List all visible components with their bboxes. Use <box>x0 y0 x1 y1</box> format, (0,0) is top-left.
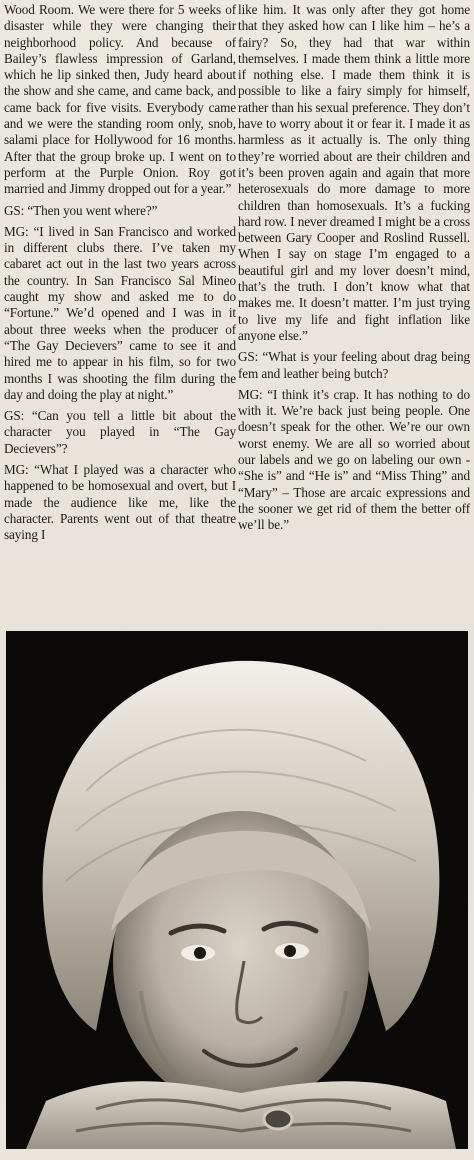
left-paragraph-3: MG: “I lived in San Francisco and worked in different clubs there. I’ve taken my cabaret act out in the last two years across the country. In San Francisco Sal Mineo caught my show and asked me to do “Fortune.” We’d opened and I was in it about three weeks when the producer of “The Gay Decievers” came to see it and hired me to appear in his film, so for two months I was shooting the film during the day and doing the play at night.” <box>4 223 236 402</box>
left-paragraph-2: GS: “Then you went where?” <box>4 202 158 218</box>
right-paragraph-2: GS: “What is your feeling about drag being fem and leather being butch? <box>238 349 470 381</box>
portrait-photo <box>6 631 468 1149</box>
left-paragraph-1: Wood Room. We were there for 5 weeks of disaster while they were changing their neighborhood policy. And because of Bailey’s flawless impression of Garland, which he lip sinked then, Judy heard about the show and she came, and came back, and came back for five visits. Everybody came and we were the standing room only, snob, salami place for Hollywood for 16 months. After that the group broke up. I went on to perform at the Purple Onion. Roy got married and Jimmy dropped out for a year.” <box>4 2 236 197</box>
right-paragraph-1: like him. It was only after they got home that they asked how can I like him – he’s a fairy? So, they had that war within themselves. I made them think a little more if nothing else. I made them think it is possible to like a fairy simply for himself, rather than his sexual preference. They don’t have to worry about it or fear it. I made it as harmless as it actually is. The only thing they’re worried about are their children and it’s been proven again and again that more heterosexuals do more damage to more children than homosexuals. It’s a fucking hard row. I never dreamed I might be a cross between Gary Cooper and Roslind Russell. When I say on stage I’m engaged to a beautiful girl and my lover doesn’t mind, that’s the truth. I don’t know what that makes me. It doesn’t matter. I’m just trying to live my life and fight inflation like anyone else.” <box>238 2 470 343</box>
article-body <box>4 2 470 624</box>
right-column <box>238 2 470 624</box>
portrait-illustration <box>6 631 468 1149</box>
left-paragraph-4: GS: “Can you tell a little bit about the character you played in “The Gay Decievers”? <box>4 408 236 456</box>
left-column <box>4 2 236 624</box>
left-paragraph-5: MG: “What I played was a character who happened to be homosexual and overt, but I made the audience like me, like the character. Parents went out of that theatre saying I <box>4 462 236 543</box>
right-paragraph-3: MG: “I think it’s crap. It has nothing to do with it. We’re back just being people. One doesn’t speak for the other. We’re our own worst enemy. We are all so worried about our labels and we go on labeling our own - “She is” and “He is” and “Miss Thing” and “Mary” – Those are arcaic expressions and the sooner we get rid of them the better off we’ll be.” <box>238 386 470 533</box>
